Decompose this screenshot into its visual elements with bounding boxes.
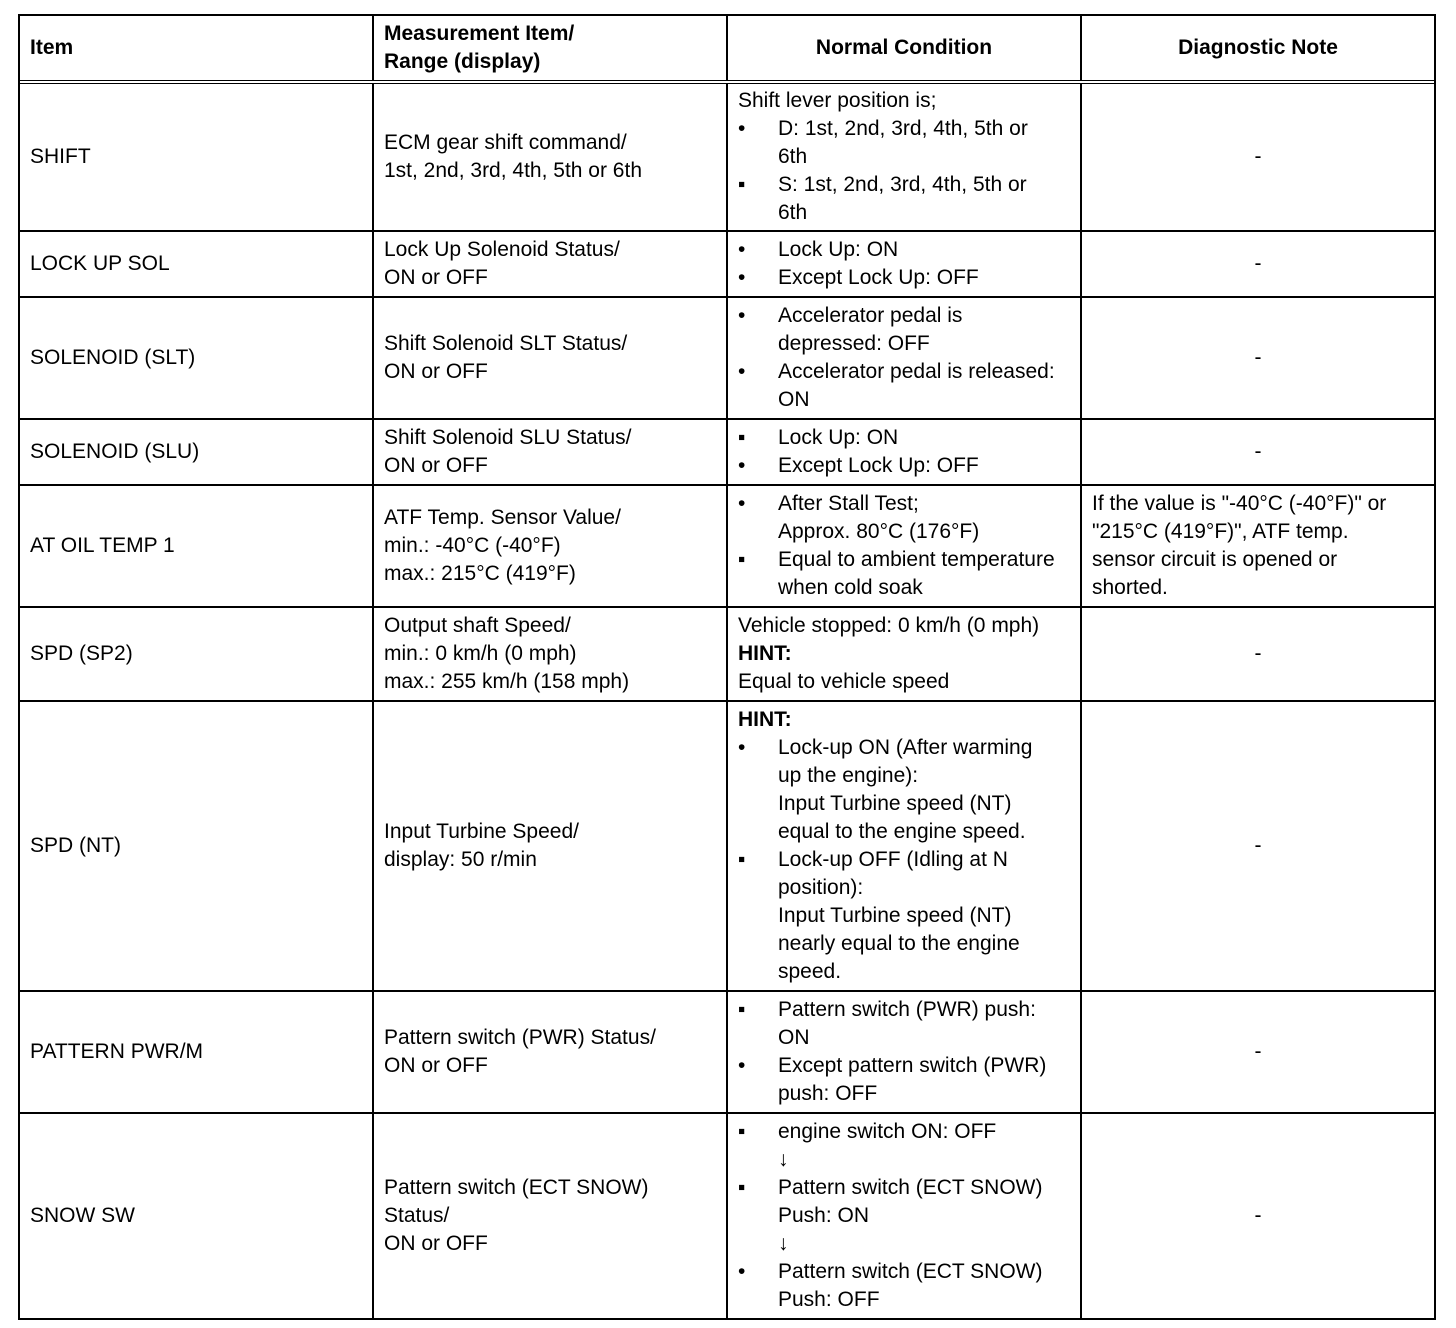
table-row: [20, 992, 1434, 1114]
table-row: [20, 608, 1434, 702]
header-diagnostic-note: Diagnostic Note: [1178, 36, 1338, 59]
item-cell: SOLENOID (SLT): [20, 298, 374, 418]
table-header-row: [20, 16, 1434, 84]
header-normal-condition: Normal Condition: [728, 16, 1082, 80]
measurement-cell: Input Turbine Speed/ display: 50 r/min: [374, 702, 728, 990]
measurement-cell: Shift Solenoid SLT Status/ ON or OFF: [374, 298, 728, 418]
measurement-cell: Output shaft Speed/ min.: 0 km/h (0 mph) max.: 255 km/h (158 mph): [374, 608, 728, 700]
normal-condition-cell: ▪ Lock Up: ON • Except Lock Up: OFF: [728, 420, 1082, 484]
diagnostic-note-cell: -: [1254, 440, 1262, 463]
diagnostic-note-cell: -: [1254, 642, 1262, 665]
normal-condition-cell: Shift lever position is; • D: 1st, 2nd, 3rd, 4th, 5th or 6th ▪ S: 1st, 2nd, 3rd, 4th, 5th or 6th: [728, 84, 1082, 230]
diagnostic-note-cell: -: [1254, 346, 1262, 369]
normal-condition-cell: • After Stall Test; Approx. 80°C (176°F) ▪ Equal to ambient temperature when cold soak: [728, 486, 1082, 606]
diagnostic-note-cell: -: [1254, 145, 1262, 168]
diagnostic-note-cell: -: [1254, 1040, 1262, 1063]
measurement-cell: ECM gear shift command/ 1st, 2nd, 3rd, 4th, 5th or 6th: [374, 84, 728, 230]
table-row: [20, 420, 1434, 486]
item-cell: AT OIL TEMP 1: [20, 486, 374, 606]
header-item: Item: [20, 16, 374, 80]
table-row: [20, 298, 1434, 420]
normal-condition-cell: ▪ Pattern switch (PWR) push: ON • Except pattern switch (PWR) push: OFF: [728, 992, 1082, 1112]
table-row: [20, 702, 1434, 992]
data-list-table: [18, 14, 1436, 1320]
normal-condition-cell: Vehicle stopped: 0 km/h (0 mph) HINT: Equal to vehicle speed: [728, 608, 1082, 700]
diagnostic-note-cell: -: [1254, 252, 1262, 275]
table-row: [20, 232, 1434, 298]
item-cell: SOLENOID (SLU): [20, 420, 374, 484]
item-cell: SPD (NT): [20, 702, 374, 990]
item-cell: SPD (SP2): [20, 608, 374, 700]
table-row: [20, 486, 1434, 608]
measurement-cell: Pattern switch (PWR) Status/ ON or OFF: [374, 992, 728, 1112]
measurement-cell: ATF Temp. Sensor Value/ min.: -40°C (-40°F) max.: 215°C (419°F): [374, 486, 728, 606]
normal-condition-cell: ▪ engine switch ON: OFF ↓ ▪ Pattern switch (ECT SNOW) Push: ON ↓ • Pattern switch (ECT SNOW) Push: OFF: [728, 1114, 1082, 1318]
measurement-cell: Pattern switch (ECT SNOW) Status/ ON or OFF: [374, 1114, 728, 1318]
measurement-cell: Lock Up Solenoid Status/ ON or OFF: [374, 232, 728, 296]
normal-condition-cell: HINT: • Lock-up ON (After warming up the engine): Input Turbine speed (NT) equal to the engine speed. ▪ Lock-up OFF (Idling at N position): Input Turbine speed (NT) nearly equal to the engine speed.: [728, 702, 1082, 990]
arrow-down-icon: ↓: [778, 1148, 789, 1171]
item-cell: SHIFT: [20, 84, 374, 230]
diagnostic-note-cell: If the value is "-40°C (-40°F)" or "215°C (419°F)", ATF temp. sensor circuit is opened or shorted.: [1092, 492, 1387, 599]
item-cell: LOCK UP SOL: [20, 232, 374, 296]
arrow-down-icon: ↓: [778, 1232, 789, 1255]
table-row: [20, 84, 1434, 232]
normal-condition-cell: • Lock Up: ON • Except Lock Up: OFF: [728, 232, 1082, 296]
normal-condition-cell: • Accelerator pedal is depressed: OFF • Accelerator pedal is released: ON: [728, 298, 1082, 418]
item-cell: SNOW SW: [20, 1114, 374, 1318]
header-measurement: Measurement Item/ Range (display): [374, 16, 728, 80]
diagnostic-note-cell: -: [1254, 834, 1262, 857]
diagnostic-note-cell: -: [1254, 1204, 1262, 1227]
table-row: [20, 1114, 1434, 1318]
item-cell: PATTERN PWR/M: [20, 992, 374, 1112]
measurement-cell: Shift Solenoid SLU Status/ ON or OFF: [374, 420, 728, 484]
